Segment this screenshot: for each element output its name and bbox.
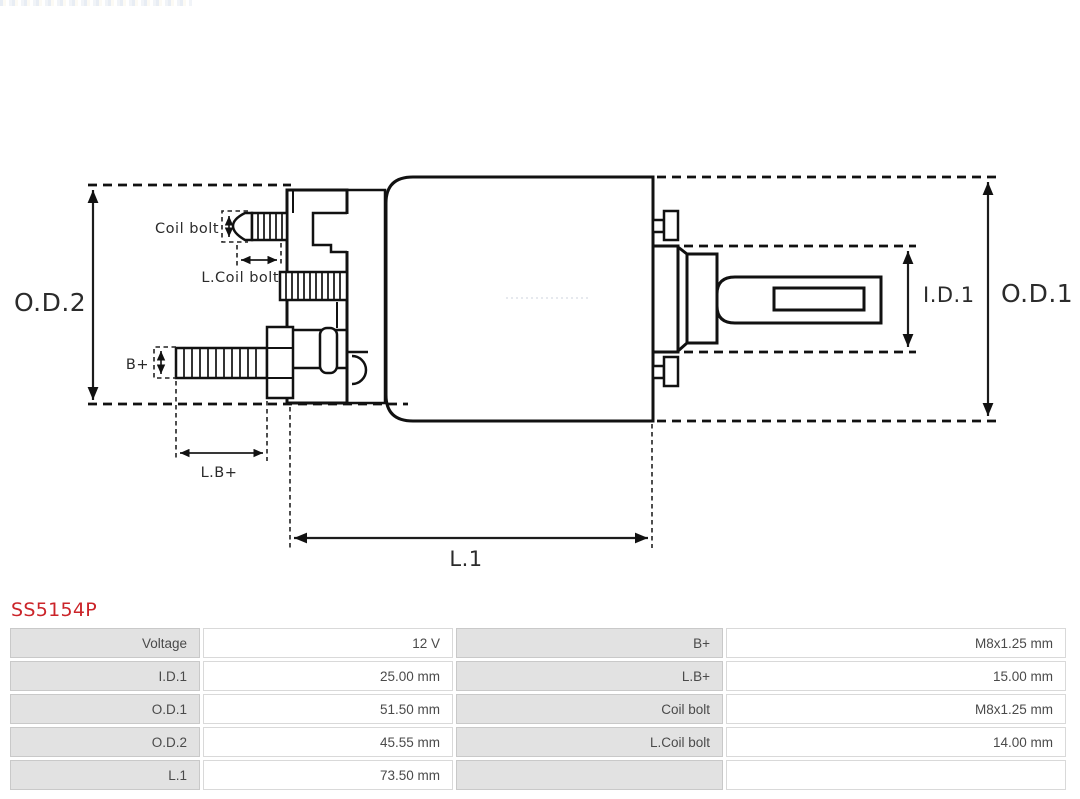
dim-label-od2: O.D.2 xyxy=(14,288,87,317)
part-number-heading: SS5154P xyxy=(11,599,98,621)
spec-label: L.1 xyxy=(10,760,200,790)
spec-value: 15.00 mm xyxy=(726,661,1066,691)
dimension-b-plus xyxy=(126,347,176,378)
solenoid-outline xyxy=(176,177,881,421)
spec-label: I.D.1 xyxy=(10,661,200,691)
spec-label: L.B+ xyxy=(456,661,723,691)
dim-label-od1: O.D.1 xyxy=(1001,279,1074,308)
spec-label: Voltage xyxy=(10,628,200,658)
spec-label: O.D.1 xyxy=(10,694,200,724)
spec-value: 14.00 mm xyxy=(726,727,1066,757)
plunger-shaft xyxy=(653,246,881,352)
spec-value: M8x1.25 mm xyxy=(726,628,1066,658)
spec-label: B+ xyxy=(456,628,723,658)
spec-value: 25.00 mm xyxy=(203,661,453,691)
dimension-l-coil-bolt xyxy=(201,243,281,286)
spec-value: 12 V xyxy=(203,628,453,658)
dim-label-coil-bolt: Coil bolt xyxy=(155,221,219,237)
dimension-l1 xyxy=(290,407,652,571)
spec-label: O.D.2 xyxy=(10,727,200,757)
coil-bolt-thread-block xyxy=(280,272,347,300)
terminal-stud-bottom xyxy=(653,357,678,386)
dim-label-id1: I.D.1 xyxy=(923,283,975,307)
dimension-lb-plus xyxy=(176,381,267,481)
dim-label-lb-plus: L.B+ xyxy=(200,465,238,481)
spec-value: 45.55 mm xyxy=(203,727,453,757)
dim-label-l1: L.1 xyxy=(449,547,483,571)
spec-value: M8x1.25 mm xyxy=(726,694,1066,724)
spec-value: 51.50 mm xyxy=(203,694,453,724)
spec-value: 73.50 mm xyxy=(203,760,453,790)
dim-label-b-plus: B+ xyxy=(125,357,149,373)
dim-label-l-coil-bolt: L.Coil bolt xyxy=(201,270,279,286)
spec-label: L.Coil bolt xyxy=(456,727,723,757)
terminal-stud-top xyxy=(653,211,678,240)
spec-label xyxy=(456,760,723,790)
spec-table xyxy=(10,628,1066,790)
spec-value xyxy=(726,760,1066,790)
spec-label: Coil bolt xyxy=(456,694,723,724)
coil-bolt-stud xyxy=(233,213,287,240)
